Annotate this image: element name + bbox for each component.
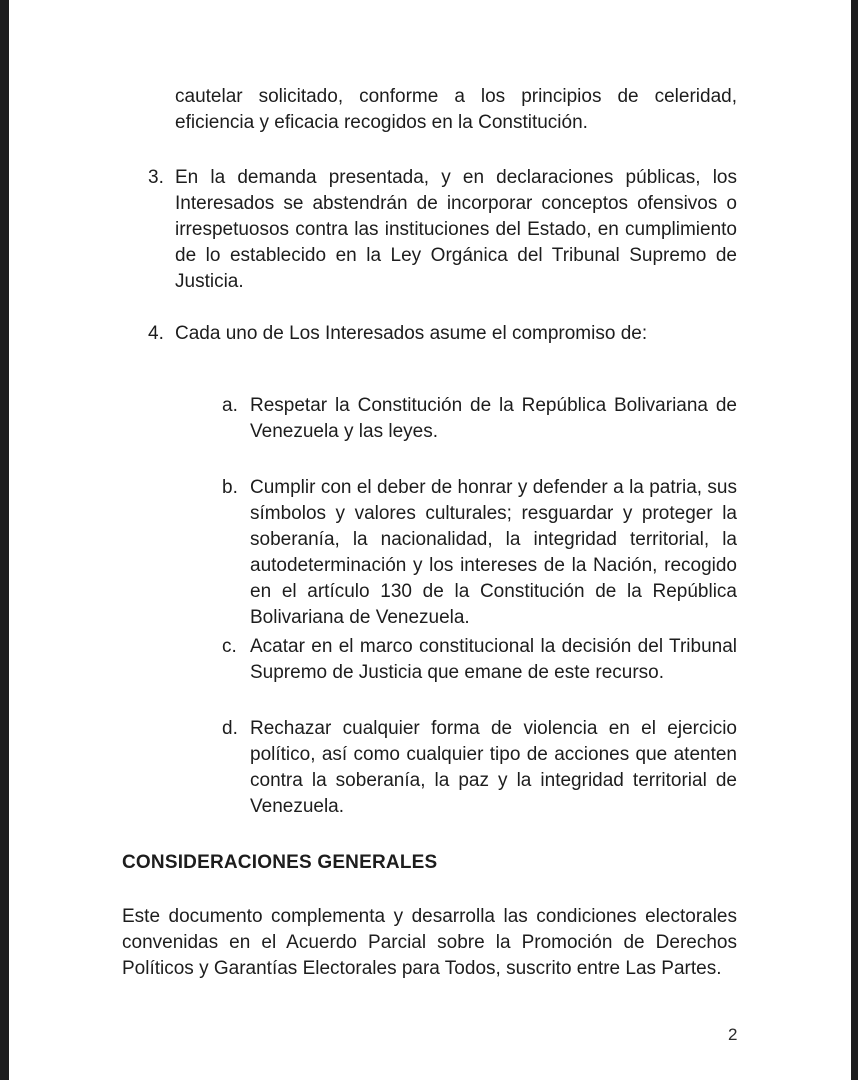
sub-item-a-text: Respetar la Constitución de la República Bolivariana de Venezuela y las leyes. <box>250 395 737 442</box>
sub-item-b-text: Cumplir con el deber de honrar y defender a la patria, sus símbolos y valores culturales; resguardar y proteger la soberanía, la nacionalidad, la integridad territorial, la autodeterminación y los intereses de la Nación, recogido en el artículo 130 de la Constitución de la República Bolivariana de Venezuela. <box>250 477 737 628</box>
sub-item-a-marker: a. <box>222 395 238 416</box>
viewer-right-edge <box>851 0 858 1080</box>
sub-item-d <box>222 716 737 820</box>
document-page <box>9 0 851 1080</box>
list-item-3 <box>148 165 737 295</box>
list-item-3-marker: 3. <box>148 167 164 188</box>
list-item-3-text: En la demanda presentada, y en declaraciones públicas, los Interesados se abstendrán de incorporar conceptos ofensivos o irrespetuosos contra las instituciones del Estado, en cumplimiento de lo establecido en la Ley Orgánica del Tribunal Supremo de Justicia. <box>175 167 737 292</box>
list-item-4-text: Cada uno de Los Interesados asume el compromiso de: <box>175 323 648 344</box>
page-content <box>9 0 851 982</box>
list-item-4 <box>148 321 737 347</box>
viewer-left-edge <box>0 0 9 1080</box>
sub-item-c <box>222 634 737 686</box>
list-item-4-marker: 4. <box>148 323 164 344</box>
sub-item-d-text: Rechazar cualquier forma de violencia en el ejercicio político, así como cualquier tipo de acciones que atenten contra la soberanía, la paz y la integridad territorial de Venezuela. <box>250 718 737 817</box>
sub-item-c-marker: c. <box>222 636 237 657</box>
sub-item-b <box>222 475 737 631</box>
intro-paragraph: cautelar solicitado, conforme a los principios de celeridad, eficiencia y eficacia recogidos en la Constitución. <box>175 86 737 133</box>
sub-item-d-marker: d. <box>222 718 238 739</box>
section-heading: CONSIDERACIONES GENERALES <box>122 852 438 873</box>
sub-item-b-marker: b. <box>222 477 238 498</box>
closing-paragraph: Este documento complementa y desarrolla las condiciones electorales convenidas en el Acuerdo Parcial sobre la Promoción de Derechos Políticos y Garantías Electorales para Todos, suscrito entre Las Partes. <box>122 906 737 979</box>
page-number: 2 <box>728 1025 738 1044</box>
sub-item-a <box>222 393 737 445</box>
spacer <box>122 373 737 393</box>
sub-item-c-text: Acatar en el marco constitucional la decisión del Tribunal Supremo de Justicia que emane de este recurso. <box>250 636 737 683</box>
